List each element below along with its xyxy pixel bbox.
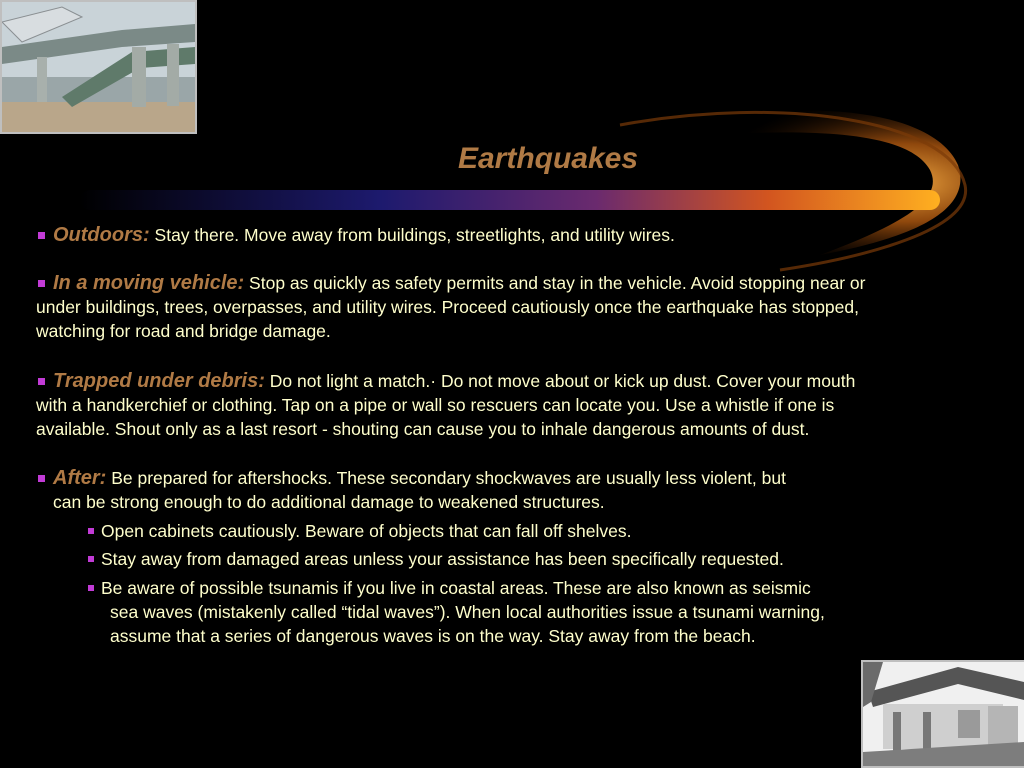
section-text-line: with a handkerchief or clothing. Tap on a pipe or wall so rescuers can locate you. Use a whistle if one is	[36, 395, 835, 415]
bullet-icon	[88, 585, 94, 591]
bullet-icon	[38, 378, 45, 385]
after-item-text: assume that a series of dangerous waves is on the way. Stay away from the beach.	[110, 626, 756, 646]
section-outdoors	[36, 223, 996, 247]
section-trapped-under-debris	[36, 369, 996, 441]
section-text: Stay there. Move away from buildings, streetlights, and utility wires.	[154, 225, 675, 245]
section-text-line: available. Shout only as a last resort - shouting can cause you to inhale dangerous amounts of dust.	[36, 419, 810, 439]
after-item-text: Stay away from damaged areas unless your assistance has been specifically requested.	[101, 549, 784, 569]
section-heading: Outdoors:	[53, 224, 150, 246]
slide-title: Earthquakes	[457, 142, 639, 175]
section-heading: In a moving vehicle:	[53, 272, 245, 294]
section-text-line: under buildings, trees, overpasses, and utility wires. Proceed cautiously once the earthquake has stopped,	[36, 297, 859, 317]
section-text-line: Stop as quickly as safety permits and stay in the vehicle. Avoid stopping near or	[249, 273, 866, 293]
bullet-icon	[38, 475, 45, 482]
section-text-line: Do not light a match.· Do not move about or kick up dust. Cover your mouth	[269, 371, 856, 391]
bullet-icon	[38, 280, 45, 287]
bullet-icon	[88, 528, 94, 534]
damaged-house-photo	[861, 660, 1024, 768]
after-item-text: Be aware of possible tsunamis if you live in coastal areas. These are also known as seismic	[101, 578, 811, 598]
after-item	[88, 576, 948, 648]
section-text-line: can be strong enough to do additional damage to weakened structures.	[53, 492, 605, 512]
after-item	[88, 547, 948, 571]
section-moving-vehicle	[36, 271, 996, 343]
bullet-icon	[38, 232, 45, 239]
section-text-line: Be prepared for aftershocks. These secondary shockwaves are usually less violent, but	[111, 468, 786, 488]
after-item-text: Open cabinets cautiously. Beware of objects that can fall off shelves.	[101, 521, 632, 541]
section-text-line: watching for road and bridge damage.	[36, 321, 331, 341]
collapsed-bridge-photo	[0, 0, 197, 134]
bullet-icon	[88, 556, 94, 562]
section-heading: After:	[53, 467, 107, 489]
section-after	[36, 466, 996, 514]
after-item-text: sea waves (mistakenly called “tidal waves”). When local authorities issue a tsunami warning,	[110, 602, 825, 622]
section-heading: Trapped under debris:	[53, 370, 265, 392]
after-item	[88, 519, 948, 543]
